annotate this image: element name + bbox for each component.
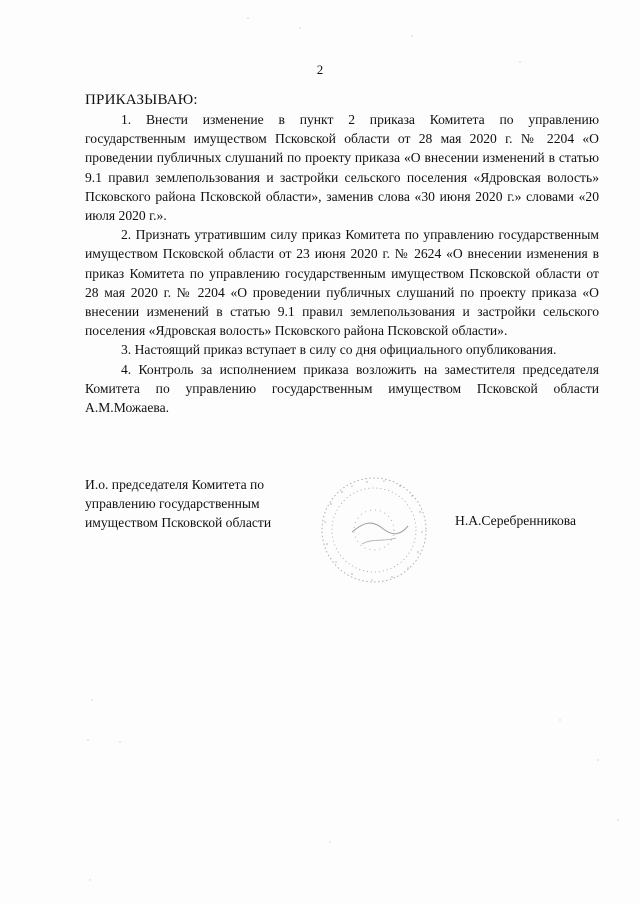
order-heading: ПРИКАЗЫВАЮ: <box>85 92 198 108</box>
page-number: 2 <box>316 62 324 77</box>
signatory-title-line: имуществом Псковской области <box>85 515 272 531</box>
paragraph-3: 3. Настоящий приказ вступает в силу со дня официального опубликования. <box>121 342 557 358</box>
order-body <box>85 110 599 417</box>
official-stamp <box>312 472 442 592</box>
paragraph-1: 1. Внести изменение в пункт 2 приказа Комитета по управлению государственным имуществом Псковской области от 28 мая 2020 г. № 2204 «О проведении публичных слушаний по проекту приказа «О внесении изменений в статью 9.1 правил землепользования и застройки сельского поселения «Ядровская волость» Псковского района Псковской области», заменив слова «30 июня 2020 г.» словами «20 июля 2020 г.». <box>85 112 599 224</box>
signatory-title-line: управлению государственным <box>85 496 260 512</box>
paragraph-2: 2. Признать утратившим силу приказ Комитета по управлению государственным имуществом Псковской области от 23 июня 2020 г. № 2624 «О внесении изменения в приказ Комитета по управлению государственным имуществом Псковской области от 28 мая 2020 г. № 2204 «О проведении публичных слушаний по проекту приказа «О внесении изменений в статью 9.1 правил землепользования и застройки сельского поселения «Ядровская волость» Псковского района Псковской области». <box>85 227 599 339</box>
paragraph-4: 4. Контроль за исполнением приказа возложить на заместителя председателя Комитета по управлению государственным имуществом Псковской области А.М.Можаева. <box>85 361 599 416</box>
signatory-title-line: И.о. председателя Комитета по <box>85 477 265 492</box>
signatory-title <box>85 475 315 533</box>
signatory-name: Н.А.Серебренникова <box>455 513 577 528</box>
